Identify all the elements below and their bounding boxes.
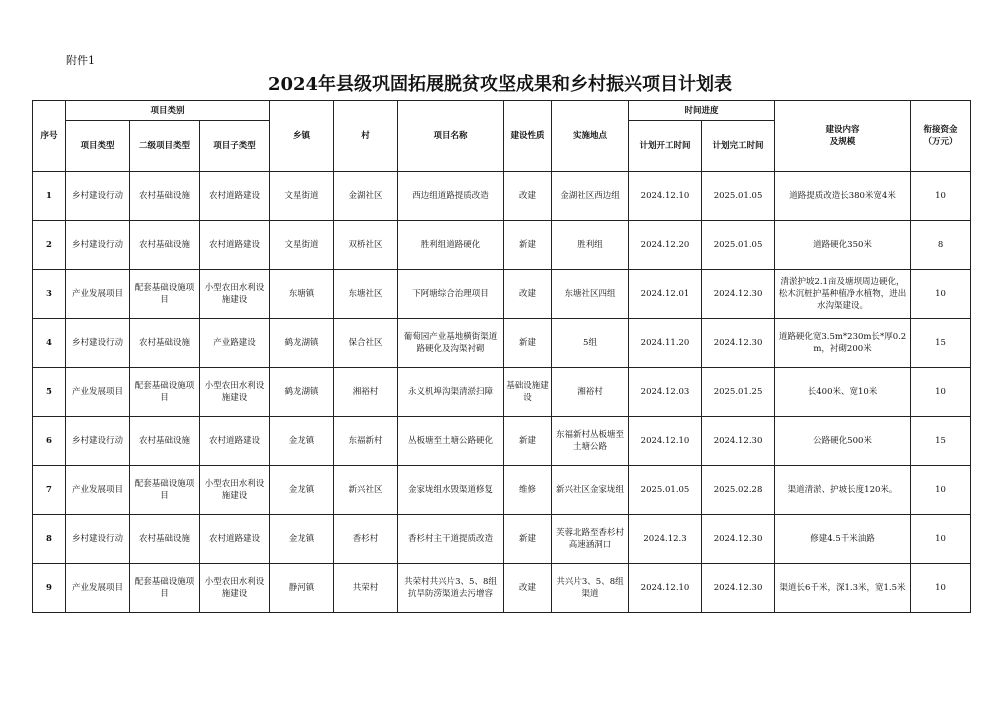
cell-content: 修建4.5千米油路 xyxy=(775,515,911,564)
cell-start-time: 2024.12.01 xyxy=(629,270,702,319)
cell-project-type: 乡村建设行动 xyxy=(66,319,130,368)
cell-township: 金龙镇 xyxy=(270,515,334,564)
cell-project-name: 丛板塘至土塘公路硬化 xyxy=(398,417,504,466)
cell-sub-type: 产业路建设 xyxy=(200,319,270,368)
cell-content: 道路提质改造长380米宽4米 xyxy=(775,172,911,221)
cell-township: 鹤龙湖镇 xyxy=(270,319,334,368)
cell-secondary-type: 农村基础设施 xyxy=(130,221,200,270)
cell-township: 文星街道 xyxy=(270,221,334,270)
cell-nature: 改建 xyxy=(504,270,552,319)
table-body xyxy=(33,172,971,613)
cell-project-type: 产业发展项目 xyxy=(66,466,130,515)
cell-project-name: 香杉村主干道提质改造 xyxy=(398,515,504,564)
cell-township: 鹤龙湖镇 xyxy=(270,368,334,417)
cell-secondary-type: 配套基础设施项目 xyxy=(130,270,200,319)
cell-sub-type: 农村道路建设 xyxy=(200,417,270,466)
cell-content: 清淤护坡2.1亩及塘坝周边硬化，松木沉桩护基种植净水植物，进出水沟渠建设。 xyxy=(775,270,911,319)
cell-seq: 6 xyxy=(33,417,66,466)
cell-village: 东塘社区 xyxy=(334,270,398,319)
cell-content: 渠道长6千米，深1.3米，宽1.5米 xyxy=(775,564,911,613)
cell-project-name: 金家垅组水毁渠道修复 xyxy=(398,466,504,515)
cell-township: 静河镇 xyxy=(270,564,334,613)
cell-funds: 8 xyxy=(911,221,971,270)
table-row xyxy=(33,319,971,368)
header-content: 建设内容 及规模 xyxy=(775,101,911,172)
cell-sub-type: 小型农田水利设施建设 xyxy=(200,368,270,417)
header-end-time: 计划完工时间 xyxy=(702,121,775,172)
cell-end-time: 2024.12.30 xyxy=(702,417,775,466)
cell-secondary-type: 农村基础设施 xyxy=(130,319,200,368)
cell-project-name: 下阿塘综合治理项目 xyxy=(398,270,504,319)
attachment-label: 附件1 xyxy=(66,54,95,67)
cell-funds: 10 xyxy=(911,466,971,515)
cell-secondary-type: 配套基础设施项目 xyxy=(130,564,200,613)
header-location: 实施地点 xyxy=(552,101,629,172)
cell-secondary-type: 配套基础设施项目 xyxy=(130,466,200,515)
cell-funds: 15 xyxy=(911,319,971,368)
cell-funds: 15 xyxy=(911,417,971,466)
cell-seq: 8 xyxy=(33,515,66,564)
cell-end-time: 2024.12.30 xyxy=(702,564,775,613)
cell-content: 渠道清淤、护坡长度120米。 xyxy=(775,466,911,515)
cell-content: 道路硬化宽3.5m*230m长*厚0.2m，衬砌200米 xyxy=(775,319,911,368)
cell-end-time: 2025.01.05 xyxy=(702,172,775,221)
cell-project-name: 葡萄园产业基地横街渠道路硬化及沟渠衬砌 xyxy=(398,319,504,368)
cell-project-type: 产业发展项目 xyxy=(66,270,130,319)
cell-nature: 新建 xyxy=(504,515,552,564)
cell-sub-type: 农村道路建设 xyxy=(200,221,270,270)
cell-nature: 改建 xyxy=(504,172,552,221)
header-township: 乡镇 xyxy=(270,101,334,172)
cell-location: 湘裕村 xyxy=(552,368,629,417)
cell-end-time: 2025.01.25 xyxy=(702,368,775,417)
cell-end-time: 2024.12.30 xyxy=(702,319,775,368)
table-row xyxy=(33,270,971,319)
cell-project-type: 乡村建设行动 xyxy=(66,221,130,270)
cell-location: 共兴片3、5、8组渠道 xyxy=(552,564,629,613)
cell-seq: 7 xyxy=(33,466,66,515)
cell-project-name: 胜利组道路硬化 xyxy=(398,221,504,270)
cell-nature: 基础设施建设 xyxy=(504,368,552,417)
cell-seq: 2 xyxy=(33,221,66,270)
header-village: 村 xyxy=(334,101,398,172)
cell-village: 共荣村 xyxy=(334,564,398,613)
cell-secondary-type: 农村基础设施 xyxy=(130,172,200,221)
table-row xyxy=(33,417,971,466)
header-sub-type: 项目子类型 xyxy=(200,121,270,172)
table-row xyxy=(33,368,971,417)
cell-village: 东福新村 xyxy=(334,417,398,466)
cell-nature: 新建 xyxy=(504,319,552,368)
header-nature: 建设性质 xyxy=(504,101,552,172)
header-project-type: 项目类型 xyxy=(66,121,130,172)
cell-location: 5组 xyxy=(552,319,629,368)
cell-location: 新兴社区金家垅组 xyxy=(552,466,629,515)
cell-end-time: 2025.02.28 xyxy=(702,466,775,515)
table-row xyxy=(33,172,971,221)
cell-village: 湘裕村 xyxy=(334,368,398,417)
cell-seq: 1 xyxy=(33,172,66,221)
cell-end-time: 2024.12.30 xyxy=(702,270,775,319)
header-project-category: 项目类别 xyxy=(66,101,270,121)
cell-seq: 3 xyxy=(33,270,66,319)
cell-funds: 10 xyxy=(911,172,971,221)
cell-funds: 10 xyxy=(911,368,971,417)
cell-location: 金湖社区西边组 xyxy=(552,172,629,221)
cell-content: 道路硬化350米 xyxy=(775,221,911,270)
cell-nature: 新建 xyxy=(504,417,552,466)
cell-secondary-type: 配套基础设施项目 xyxy=(130,368,200,417)
cell-start-time: 2024.12.10 xyxy=(629,417,702,466)
cell-village: 香杉村 xyxy=(334,515,398,564)
cell-project-name: 共荣村共兴片3、5、8组抗旱防涝渠道去污增容 xyxy=(398,564,504,613)
cell-sub-type: 农村道路建设 xyxy=(200,172,270,221)
cell-start-time: 2024.12.20 xyxy=(629,221,702,270)
cell-township: 金龙镇 xyxy=(270,417,334,466)
cell-township: 金龙镇 xyxy=(270,466,334,515)
page-title: 2024年县级巩固拓展脱贫攻坚成果和乡村振兴项目计划表 xyxy=(267,74,733,95)
cell-village: 新兴社区 xyxy=(334,466,398,515)
cell-township: 文星街道 xyxy=(270,172,334,221)
cell-project-type: 产业发展项目 xyxy=(66,368,130,417)
cell-project-type: 乡村建设行动 xyxy=(66,172,130,221)
cell-location: 芙蓉北路至香杉村高速涵洞口 xyxy=(552,515,629,564)
header-project-name: 项目名称 xyxy=(398,101,504,172)
header-seq: 序号 xyxy=(33,101,66,172)
cell-project-type: 乡村建设行动 xyxy=(66,515,130,564)
cell-sub-type: 小型农田水利设施建设 xyxy=(200,564,270,613)
cell-sub-type: 小型农田水利设施建设 xyxy=(200,270,270,319)
cell-end-time: 2025.01.05 xyxy=(702,221,775,270)
table-row xyxy=(33,515,971,564)
cell-start-time: 2024.12.3 xyxy=(629,515,702,564)
table-row xyxy=(33,564,971,613)
cell-location: 东福新村丛板塘至土塘公路 xyxy=(552,417,629,466)
cell-township: 东塘镇 xyxy=(270,270,334,319)
cell-funds: 10 xyxy=(911,564,971,613)
cell-seq: 9 xyxy=(33,564,66,613)
cell-village: 双桥社区 xyxy=(334,221,398,270)
cell-content: 长400米、宽10米 xyxy=(775,368,911,417)
cell-village: 金湖社区 xyxy=(334,172,398,221)
cell-sub-type: 小型农田水利设施建设 xyxy=(200,466,270,515)
cell-nature: 维修 xyxy=(504,466,552,515)
cell-project-type: 产业发展项目 xyxy=(66,564,130,613)
cell-start-time: 2024.11.20 xyxy=(629,319,702,368)
cell-location: 胜利组 xyxy=(552,221,629,270)
cell-secondary-type: 农村基础设施 xyxy=(130,417,200,466)
header-funds: 衔接资金 （万元） xyxy=(911,101,971,172)
cell-project-name: 永义机埠沟渠清淤扫障 xyxy=(398,368,504,417)
project-plan-table xyxy=(32,100,971,613)
cell-start-time: 2024.12.10 xyxy=(629,564,702,613)
cell-location: 东塘社区四组 xyxy=(552,270,629,319)
cell-sub-type: 农村道路建设 xyxy=(200,515,270,564)
cell-start-time: 2025.01.05 xyxy=(629,466,702,515)
cell-seq: 5 xyxy=(33,368,66,417)
cell-content: 公路硬化500米 xyxy=(775,417,911,466)
cell-seq: 4 xyxy=(33,319,66,368)
cell-nature: 改建 xyxy=(504,564,552,613)
table-row xyxy=(33,466,971,515)
cell-funds: 10 xyxy=(911,270,971,319)
table-row xyxy=(33,221,971,270)
cell-project-name: 西边组道路提质改造 xyxy=(398,172,504,221)
cell-start-time: 2024.12.10 xyxy=(629,172,702,221)
cell-secondary-type: 农村基础设施 xyxy=(130,515,200,564)
header-start-time: 计划开工时间 xyxy=(629,121,702,172)
cell-project-type: 乡村建设行动 xyxy=(66,417,130,466)
cell-funds: 10 xyxy=(911,515,971,564)
header-time-progress: 时间进度 xyxy=(629,101,775,121)
header-secondary-type: 二级项目类型 xyxy=(130,121,200,172)
cell-start-time: 2024.12.03 xyxy=(629,368,702,417)
cell-end-time: 2024.12.30 xyxy=(702,515,775,564)
cell-village: 保合社区 xyxy=(334,319,398,368)
cell-nature: 新建 xyxy=(504,221,552,270)
